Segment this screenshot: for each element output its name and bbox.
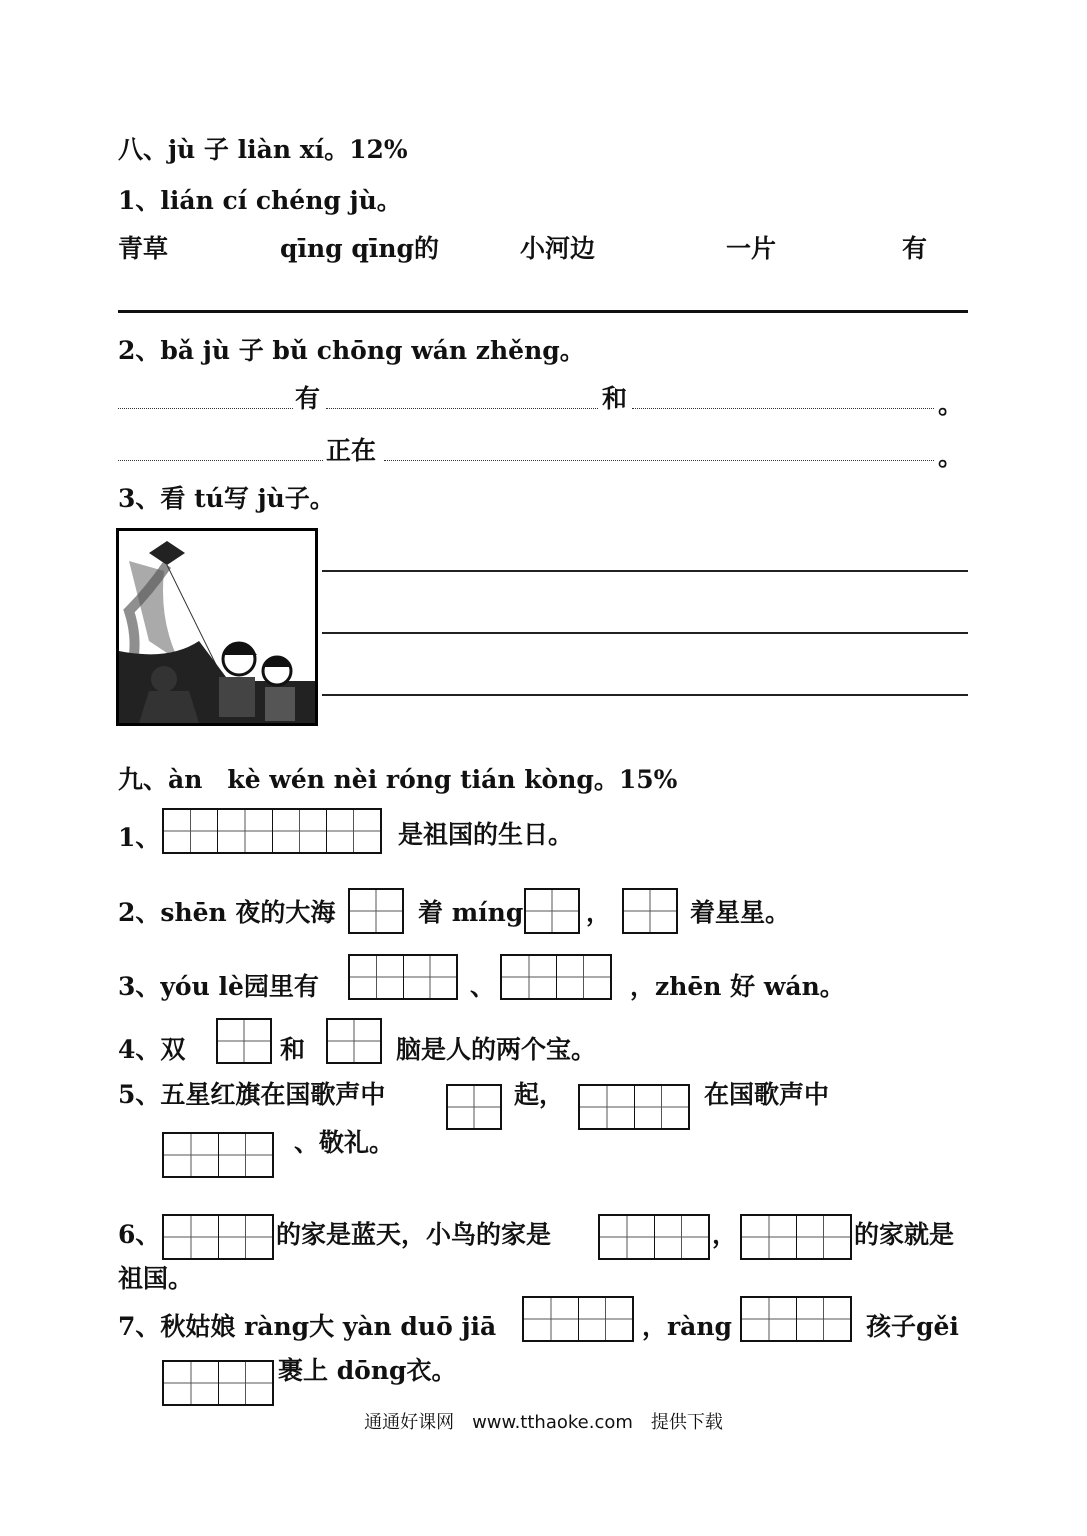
item-6-text-d: 祖国。	[118, 1264, 194, 1293]
section9-title: 九、àn kè wén nèi róng tián kòng。15%	[118, 765, 678, 794]
item-5-text-d: 、敬礼。	[294, 1128, 395, 1157]
word-2: qīng qīng的	[280, 234, 439, 263]
question-1-prompt: 1、lián cí chéng jù。	[118, 186, 402, 215]
blank-line[interactable]	[384, 460, 934, 461]
blank-line[interactable]	[118, 460, 323, 461]
period: 。	[938, 390, 964, 419]
question-2-prompt: 2、bǎ jù 子 bǔ chōng wán zhěng。	[118, 336, 585, 365]
char-grid[interactable]	[216, 1018, 272, 1064]
footer: 通通好课网 www.tthaoke.com 提供下载	[364, 1412, 723, 1433]
item-5-text-b: 起，	[514, 1080, 565, 1109]
char-grid[interactable]	[598, 1214, 710, 1260]
item-6-number: 6、	[118, 1220, 161, 1249]
item-4-text-a: 4、双	[118, 1035, 186, 1064]
blank-line[interactable]	[118, 408, 293, 409]
item-2-text-b: 着 míng	[418, 898, 524, 927]
char-grid[interactable]	[446, 1084, 502, 1130]
item-7-text-a: 7、秋姑娘 ràng大 yàn duō jiā	[118, 1312, 497, 1341]
item-1-number: 1、	[118, 823, 161, 852]
char-grid[interactable]	[162, 1214, 274, 1260]
period: 。	[938, 442, 964, 471]
word-1: 青草	[118, 234, 169, 263]
item-6-text-c: 的家就是	[854, 1220, 955, 1249]
char-grid[interactable]	[522, 1296, 634, 1342]
char-grid[interactable]	[740, 1296, 852, 1342]
char-grid[interactable]	[162, 1132, 274, 1178]
item-2-comma: ，	[586, 898, 612, 927]
blank-line[interactable]	[632, 408, 934, 409]
word-5: 有	[902, 234, 928, 263]
char-grid[interactable]	[740, 1214, 852, 1260]
blank-line[interactable]	[326, 408, 598, 409]
kite-picture	[116, 528, 318, 726]
item-7-text-d: 裹上 dōng衣。	[278, 1356, 457, 1385]
item-4-text-c: 脑是人的两个宝。	[396, 1035, 597, 1064]
item-3-sep: 、	[470, 972, 496, 1001]
item-2-text-a: 2、shēn 夜的大海	[118, 898, 336, 927]
writing-line[interactable]	[322, 570, 968, 572]
char-grid[interactable]	[622, 888, 678, 934]
item-5-text-c: 在国歌声中	[704, 1080, 830, 1109]
connector-you: 有	[295, 384, 321, 413]
item-6-comma: ，	[712, 1220, 738, 1249]
item-7-text-c: 孩子gěi	[866, 1312, 959, 1341]
char-grid[interactable]	[500, 954, 612, 1000]
char-grid[interactable]	[348, 888, 404, 934]
item-2-text-d: 着星星。	[690, 898, 791, 927]
item-5-text-a: 5、五星红旗在国歌声中	[118, 1080, 386, 1109]
item-3-text-a: 3、yóu lè园里有	[118, 972, 319, 1001]
connector-zhengzai: 正在	[326, 436, 377, 465]
char-grid[interactable]	[348, 954, 458, 1000]
item-7-text-b: ，ràng	[642, 1312, 733, 1341]
writing-line[interactable]	[322, 694, 968, 696]
char-grid[interactable]	[326, 1018, 382, 1064]
char-grid[interactable]	[524, 888, 580, 934]
char-grid[interactable]	[162, 1360, 274, 1406]
section8-title: 八、jù 子 liàn xí。12%	[118, 135, 408, 164]
question-3-prompt: 3、看 tú写 jù子。	[118, 484, 335, 513]
item-3-text-c: ，zhēn 好 wán。	[630, 972, 845, 1001]
item-1-text: 是祖国的生日。	[398, 820, 574, 849]
item-4-text-b: 和	[280, 1035, 306, 1064]
item-6-text-a: 的家是蓝天，小鸟的家是	[276, 1220, 552, 1249]
connector-he: 和	[602, 384, 628, 413]
word-3: 小河边	[520, 234, 596, 263]
char-grid[interactable]	[578, 1084, 690, 1130]
answer-line[interactable]	[118, 310, 968, 313]
word-4: 一片	[726, 234, 777, 263]
writing-line[interactable]	[322, 632, 968, 634]
char-grid[interactable]	[162, 808, 382, 854]
